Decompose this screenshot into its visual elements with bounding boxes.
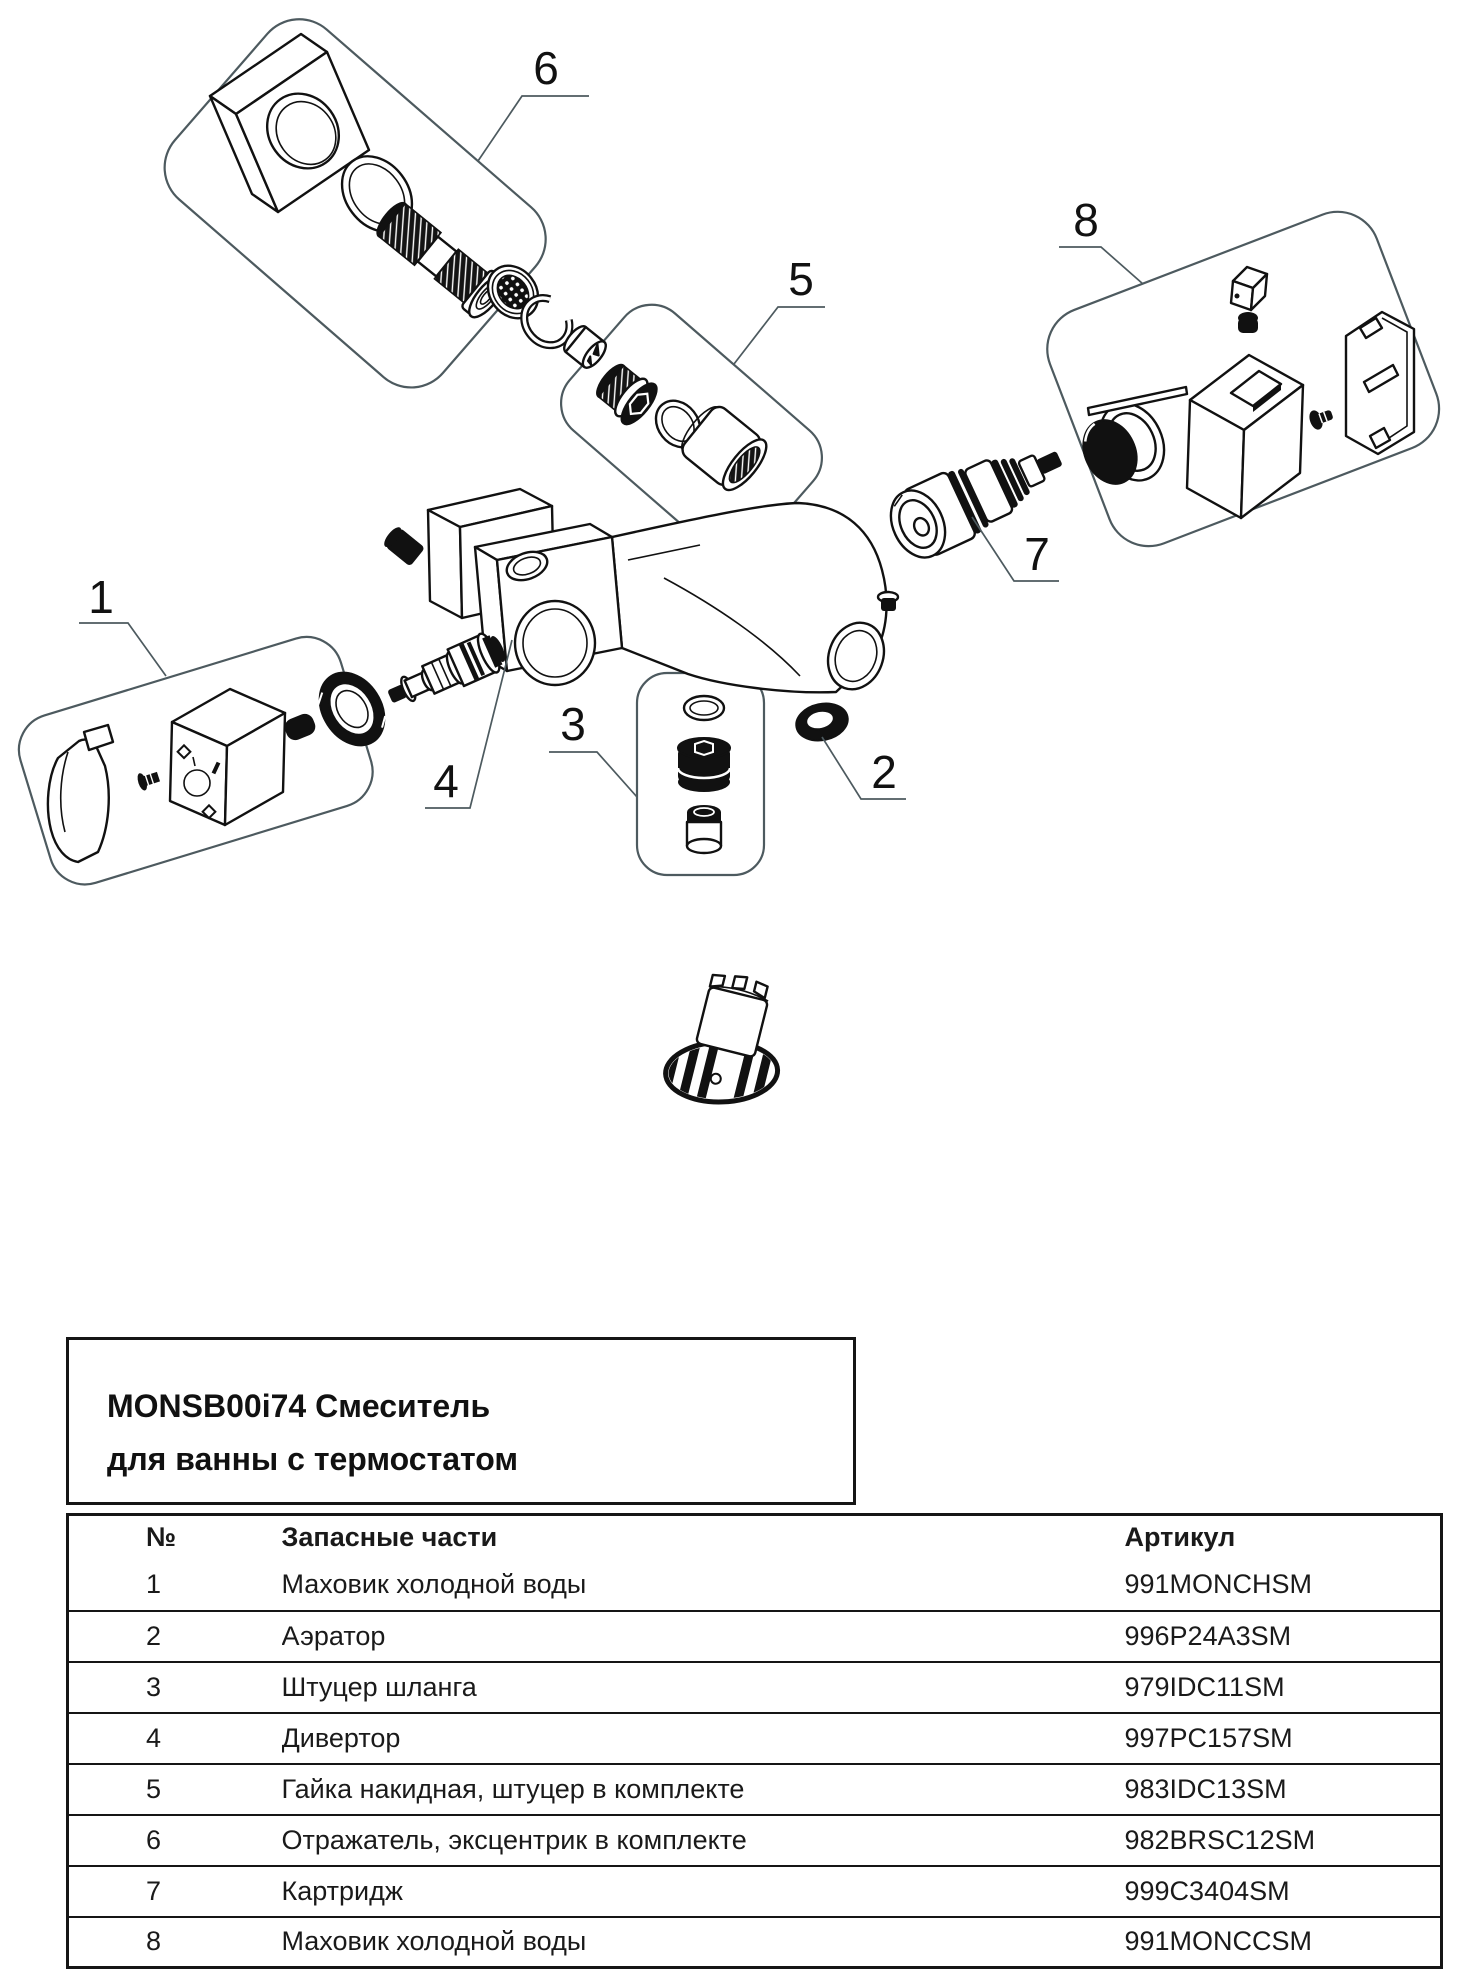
- handle-bracket: [1346, 312, 1414, 454]
- part-number: 8: [146, 1926, 162, 1957]
- inlet-stub: [381, 525, 425, 567]
- callout-4: 4: [433, 755, 459, 807]
- callout-5: 5: [788, 253, 814, 305]
- part-name: Аэратор: [281, 1620, 386, 1651]
- mounting-tool: [651, 962, 806, 1130]
- table-row: [68, 1662, 1442, 1713]
- part-name: Отражатель, эксцентрик в комплекте: [281, 1824, 747, 1855]
- table-row: [68, 1611, 1442, 1662]
- part-name: Дивертор: [281, 1722, 401, 1753]
- handle-cap: [1231, 267, 1267, 310]
- part-name: Гайка накидная, штуцер в комплекте: [281, 1773, 745, 1804]
- callout-1: 1: [88, 571, 114, 623]
- part-sku: 997PC157SM: [1124, 1722, 1293, 1753]
- aerator-mesh-disc: [478, 256, 549, 328]
- table-row: [68, 1917, 1442, 1968]
- table-row: [68, 1764, 1442, 1815]
- part-sku: 979IDC11SM: [1124, 1671, 1285, 1702]
- part-number: 7: [146, 1875, 162, 1906]
- part-sku: 983IDC13SM: [1124, 1773, 1287, 1804]
- part-number: 5: [146, 1773, 162, 1804]
- hose-oring: [684, 696, 724, 720]
- handle-screw-1: [136, 768, 162, 792]
- part-name: Маховик холодной воды: [281, 1569, 587, 1599]
- callout-3: 3: [560, 698, 586, 750]
- spare-parts-table: [66, 1513, 1443, 1969]
- diverter-ring: [306, 660, 397, 757]
- product-title-line1: MONSB00i74 Смеситель: [107, 1388, 491, 1424]
- table-header-row: [68, 1515, 1442, 1560]
- part-sku: 991MONCCSM: [1124, 1926, 1313, 1957]
- header-sku: Артикул: [1124, 1522, 1236, 1553]
- part-sku: 991MONCHSM: [1124, 1569, 1313, 1599]
- handle-set-plug: [1238, 312, 1258, 333]
- table-row: [68, 1815, 1442, 1866]
- table-row: [68, 1560, 1442, 1611]
- header-name: Запасные части: [281, 1522, 498, 1553]
- handle-cube: [1187, 355, 1303, 518]
- callout-2: 2: [871, 746, 897, 798]
- callout-8: 8: [1073, 194, 1099, 246]
- hose-nipple: [687, 805, 721, 853]
- part-name: Маховик холодной воды: [281, 1926, 587, 1957]
- union-plug: [589, 357, 662, 430]
- part-name: Картридж: [281, 1875, 403, 1906]
- lever-insert: [48, 725, 113, 862]
- leader-5: [734, 307, 825, 364]
- callout-7: 7: [1024, 528, 1050, 580]
- hose-plug: [678, 738, 730, 792]
- leader-3: [549, 752, 637, 797]
- leader-1: [79, 623, 166, 676]
- part-number: 6: [146, 1824, 162, 1855]
- header-num: №: [146, 1522, 177, 1553]
- part-name: Штуцер шланга: [281, 1671, 477, 1702]
- part-number: 3: [146, 1671, 162, 1702]
- part-number: 2: [146, 1620, 162, 1651]
- handle-plug: [282, 711, 318, 743]
- table-row: [68, 1866, 1442, 1917]
- part-number: 4: [146, 1722, 162, 1753]
- title-block: [66, 1337, 856, 1505]
- table-row: [68, 1713, 1442, 1764]
- part-sku: 996P24A3SM: [1124, 1620, 1292, 1651]
- handle-screw: [1307, 405, 1335, 432]
- front-port: [515, 601, 595, 685]
- diverter-stem: [381, 628, 510, 716]
- part-sku: 999C3404SM: [1124, 1875, 1290, 1906]
- leader-8: [1059, 247, 1143, 284]
- leader-6: [478, 96, 589, 161]
- product-title-line2: для ванны с термостатом: [107, 1441, 519, 1477]
- callout-6: 6: [533, 42, 559, 94]
- handle-cube-1: [170, 689, 285, 825]
- part-number: 1: [146, 1569, 162, 1599]
- eccentric-fitting: [370, 196, 510, 323]
- part-sku: 982BRSC12SM: [1124, 1824, 1316, 1855]
